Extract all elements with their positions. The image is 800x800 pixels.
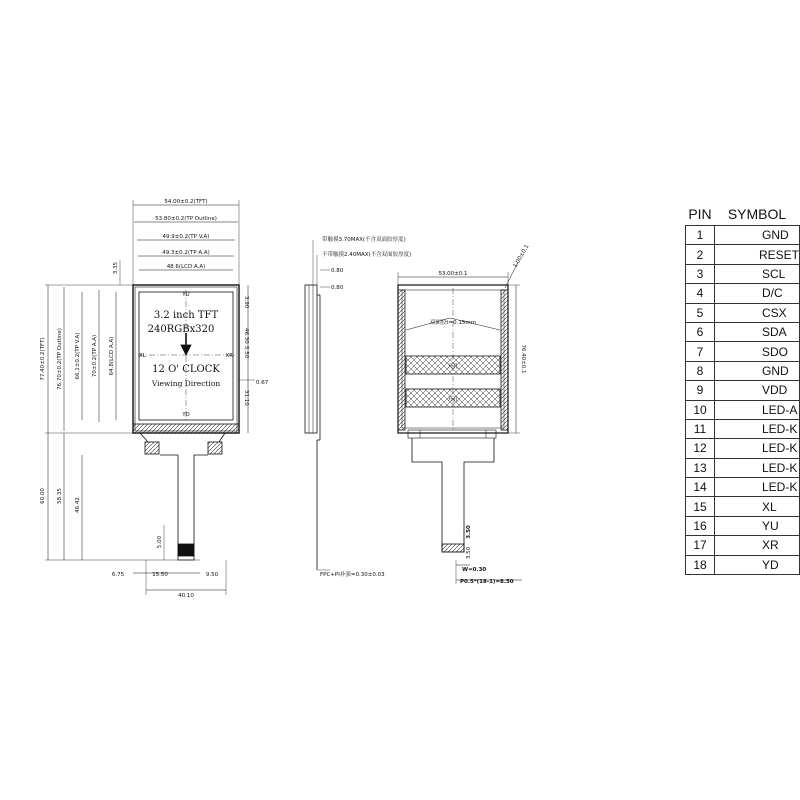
dim-width-lcd-aa: 48.6(LCD A.A)	[166, 264, 206, 270]
table-row	[686, 303, 800, 322]
pin-symbol: SCL	[714, 264, 799, 283]
pin-table	[685, 203, 800, 575]
pin-symbol: LED-K	[714, 478, 799, 497]
table-row	[686, 264, 800, 283]
pin-number: 13	[686, 458, 715, 477]
back-label-opening-1: 开孔	[447, 364, 459, 370]
dim-width-tft: 54.00±0.2(TFT)	[164, 199, 208, 205]
pin-symbol: GND	[714, 226, 799, 245]
back-pitch-label: P0.5*(18-1)=8.50	[460, 579, 514, 585]
dim-width-tp-outline: 53.80±0.2(TP Outline)	[155, 216, 217, 222]
pin-number: 10	[686, 400, 715, 419]
table-row	[686, 458, 800, 477]
back-dim-width: 53.00±0.1	[438, 271, 468, 277]
table-row	[686, 381, 800, 400]
side-dim-0-80-a: 0.80	[331, 268, 344, 274]
pin-number: 14	[686, 478, 715, 497]
pin-number: 16	[686, 516, 715, 535]
pin-number: 11	[686, 419, 715, 438]
back-view	[398, 262, 522, 584]
pin-symbol: VDD	[714, 381, 799, 400]
back-fpc	[412, 438, 494, 552]
dim-right-46-30: 46.30	[243, 328, 249, 344]
dim-height-tp-va: 66.1±0.2(TP V.A)	[75, 332, 81, 380]
dim-fpc-60: 60.00	[40, 488, 46, 504]
pin-symbol: XL	[714, 497, 799, 516]
pin-header: PIN	[688, 206, 712, 222]
dim-bottom-40-10: 40.10	[178, 593, 194, 599]
pin-number: 9	[686, 381, 715, 400]
back-w-label: W=0.30	[462, 567, 487, 573]
pin-symbol: LED-K	[714, 439, 799, 458]
viewing-clock-text: 12 O' CLOCK	[152, 364, 220, 375]
side-fpc-note: FPC+PI补强=0.30±0.03	[320, 572, 385, 578]
back-view-labels	[430, 244, 531, 585]
table-row	[686, 226, 800, 245]
viewing-arrow-icon	[181, 345, 191, 355]
fpc-pad-right	[208, 442, 222, 454]
side-note-with-touch: 带触摸3.70MAX(不含双面胶厚度)	[322, 237, 406, 243]
front-view	[45, 200, 255, 595]
pin-number: 6	[686, 322, 715, 341]
back-right-rail	[501, 290, 508, 430]
dim-right-3-90: 3.90	[243, 296, 249, 309]
table-row	[686, 516, 800, 535]
back-fpc-dim-3-50-b: 3.50	[466, 546, 472, 560]
dim-width-tp-aa: 49.3±0.2(TP A.A)	[162, 250, 210, 256]
table-row	[686, 361, 800, 380]
table-row	[686, 284, 800, 303]
pin-symbol: LED-K	[714, 419, 799, 438]
table-row	[686, 555, 800, 574]
pin-number: 2	[686, 245, 715, 264]
table-row	[686, 322, 800, 341]
back-inner-note: 双面胶t=0.15mm	[429, 320, 477, 326]
label-xr: XR	[225, 353, 233, 359]
bottom-bezel	[133, 424, 239, 433]
side-dim-0-80-b: 0.80	[331, 285, 344, 291]
table-row	[686, 342, 800, 361]
pin-symbol: YU	[714, 516, 799, 535]
pin-symbol: YD	[714, 555, 799, 574]
dim-height-tft: 77.40±0.2(TFT)	[40, 337, 46, 381]
dim-bottom-15-50: 15.50	[152, 572, 168, 578]
pin-number: 8	[686, 361, 715, 380]
pin-number: 1	[686, 226, 715, 245]
back-left-rail	[398, 290, 405, 430]
pin-number: 4	[686, 284, 715, 303]
panel-size-text: 3.2 inch TFT	[153, 310, 219, 321]
table-row	[686, 419, 800, 438]
table-row	[686, 536, 800, 555]
table-row	[686, 497, 800, 516]
back-dim-height: 76.40±0.1	[520, 344, 526, 374]
pin-symbol: RESET	[714, 245, 799, 264]
pin-symbol: LED-K	[714, 458, 799, 477]
pin-symbol: GND	[714, 361, 799, 380]
dim-bottom-6-75: 6.75	[111, 572, 125, 578]
dim-height-tp-outline: 76.70±0.2(TP Outline)	[57, 328, 63, 390]
pin-symbol: D/C	[714, 284, 799, 303]
label-yd: YD	[182, 412, 190, 418]
back-fpc-dim-3-50-a: 3.50	[466, 525, 472, 539]
dim-fpc-5: 5.00	[157, 535, 163, 549]
symbol-header: SYMBOL	[727, 206, 787, 222]
pin-number: 5	[686, 303, 715, 322]
panel-resolution-text: 240RGBx320	[147, 324, 215, 335]
pin-symbol: LED-A	[714, 400, 799, 419]
side-note-without-touch: 不带触摸2.40MAX(不含双面胶厚度)	[322, 252, 412, 258]
pin-symbol: SDO	[714, 342, 799, 361]
dim-height-tp-aa: 70±0.2(TP A.A)	[92, 334, 98, 378]
table-row	[686, 400, 800, 419]
dim-fpc-58-35: 58.35	[57, 488, 63, 504]
dim-top-offset: 3.35	[113, 262, 119, 275]
pin-number: 12	[686, 439, 715, 458]
pin-number: 18	[686, 555, 715, 574]
table-row	[686, 478, 800, 497]
label-yu: YU	[182, 292, 190, 298]
pin-symbol: XR	[714, 536, 799, 555]
dim-right-0-67: 0.67	[256, 380, 269, 386]
pin-table-header	[686, 203, 800, 226]
pin-number: 17	[686, 536, 715, 555]
table-row	[686, 245, 800, 264]
dim-right-5-50: 5.50	[243, 346, 249, 359]
pin-symbol: SDA	[714, 322, 799, 341]
label-xl: XL	[139, 353, 146, 359]
back-label-opening-2: 开孔	[447, 397, 459, 403]
pin-number: 7	[686, 342, 715, 361]
pin-symbol: CSX	[714, 303, 799, 322]
side-profile	[305, 285, 317, 433]
fpc-connector	[178, 544, 194, 556]
front-view-labels	[40, 199, 269, 599]
table-row	[686, 439, 800, 458]
dim-fpc-46-42: 46.42	[75, 497, 81, 513]
back-dim-corner: 1.00±0.1	[512, 243, 531, 269]
back-fpc-contacts	[442, 544, 464, 552]
side-view	[305, 240, 330, 570]
dim-right-31-10: 31.10	[243, 390, 249, 406]
dim-height-lcd-aa: 64.8(LCD A.A)	[109, 336, 115, 376]
pin-number: 3	[686, 264, 715, 283]
dim-bottom-9-50: 9.50	[205, 572, 219, 578]
fpc-pad-left	[145, 442, 159, 454]
viewing-direction-text: Viewing Direction	[151, 379, 221, 388]
dim-width-tp-va: 49.9±0.2(TP V.A)	[162, 234, 210, 240]
pin-number: 15	[686, 497, 715, 516]
